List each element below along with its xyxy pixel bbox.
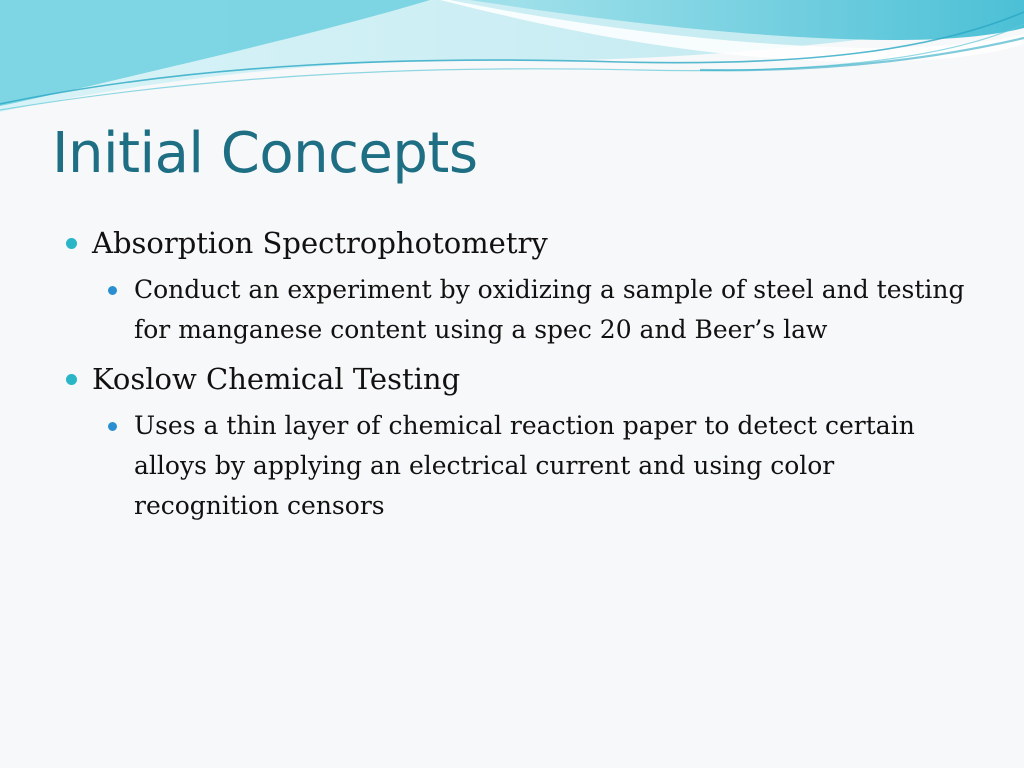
- bullet-dot-icon: [66, 374, 77, 385]
- bullet-item-absorption: [60, 222, 980, 350]
- sub-bullet-text: Uses a thin layer of chemical reaction paper to detect certain alloys by applying an electrical current and using color recognition censors: [134, 411, 915, 520]
- sub-bullet-dot-icon: [108, 286, 117, 295]
- header-wave-decoration: [0, 0, 1024, 130]
- bullet-list: [60, 222, 980, 534]
- bullet-text: Absorption Spectrophotometry: [92, 226, 548, 260]
- sub-bullet-item: [92, 270, 980, 350]
- bullet-text: Koslow Chemical Testing: [92, 362, 461, 396]
- bullet-item-koslow: [60, 358, 980, 526]
- sub-bullet-list: [92, 406, 980, 526]
- sub-bullet-dot-icon: [108, 422, 117, 431]
- sub-bullet-item: [92, 406, 980, 526]
- sub-bullet-list: [92, 270, 980, 350]
- sub-bullet-text: Conduct an experiment by oxidizing a sample of steel and testing for manganese content using a spec 20 and Beer’s law: [134, 275, 965, 344]
- bullet-dot-icon: [66, 238, 77, 249]
- slide-title: Initial Concepts: [52, 121, 478, 186]
